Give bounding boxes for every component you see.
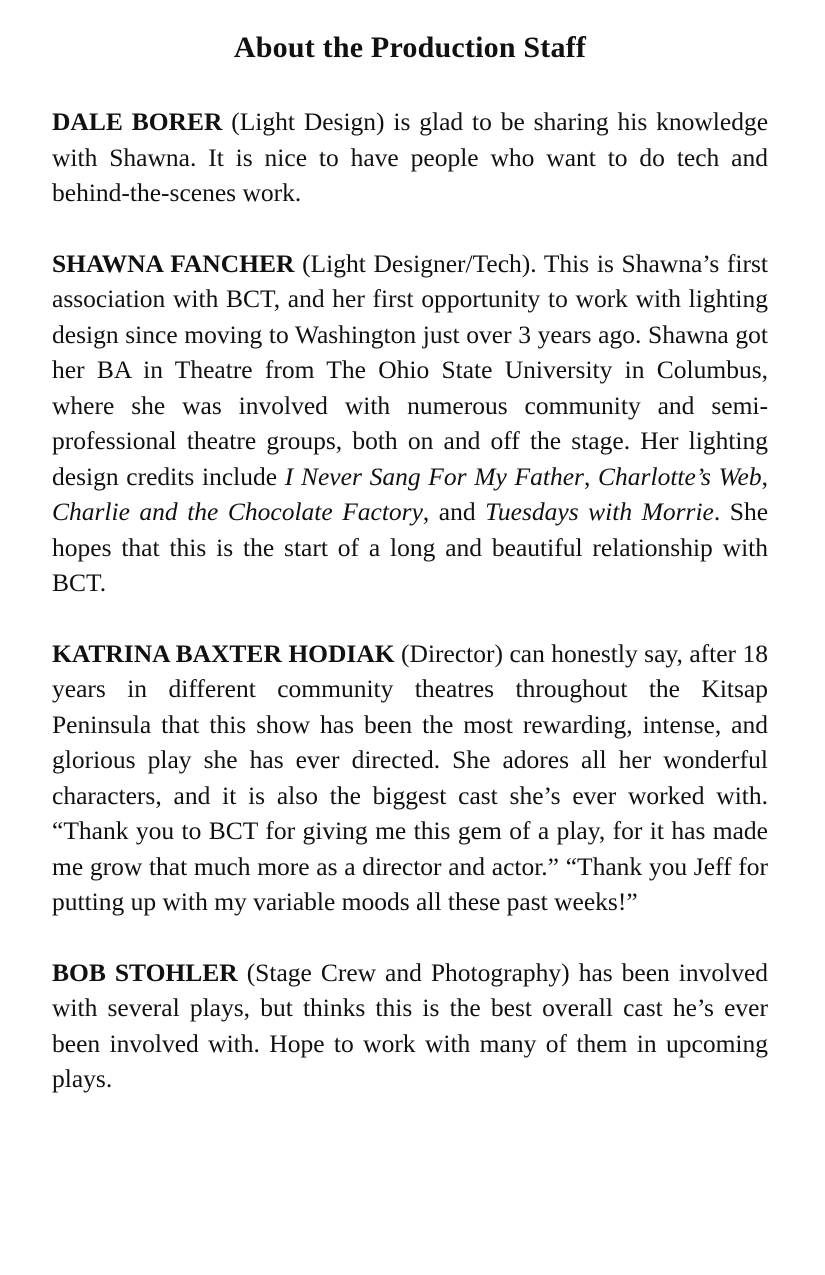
bio-shawna-fancher [52, 246, 768, 601]
page-title: About the Production Staff [233, 31, 587, 64]
bio-bob-stohler [52, 955, 768, 1097]
credit-title: Charlotte’s Web [598, 461, 762, 491]
bio-text: This is Shawna’s first association with BCT, and her first opportunity to work with lighting design since moving to Washington just over 3 years ago. Shawna got her BA in Theatre from The Ohio State University in Columbus, where she was involved with numerous community and semi-professional theatre groups, both on and off the stage. Her lighting design credits include [52, 248, 769, 491]
bio-role: (Stage Crew and Photography) [246, 957, 570, 987]
bio-text-end: . She hopes that this is the start of a long and beautiful relationship with BCT. [52, 497, 769, 597]
bio-dale-borer [52, 104, 768, 211]
credit-title: Charlie and the Chocolate Factory [52, 497, 423, 526]
bio-role: (Light Design) [231, 107, 385, 136]
program-page [52, 26, 768, 1097]
credit-title: I Never Sang For My Father [284, 461, 584, 491]
bio-role: (Light Designer/Tech). [302, 248, 537, 278]
bio-name: DALE BORER [52, 107, 223, 136]
bio-text: is glad to be sharing his knowledge with Shawna. It is nice to have people who want to do tech and behind-the-scenes work. [52, 107, 769, 207]
bio-text: can honestly say, after 18 years in different community theatres throughout the Kitsap Peninsula that this show has been the most rewarding, intense, and glorious play she has ever directed. She adores all her wonderful characters, and it is also the biggest cast she’s ever worked with. “Thank you to BCT for giving me this gem of a play, for it has made me grow that much more as a director and actor.” “Thank you Jeff for putting up with my variable moods all these past weeks!” [52, 638, 769, 916]
credit-title: Tuesdays with Morrie [485, 497, 714, 526]
bio-text: has been involved with several plays, but thinks this is the best overall cast he’s ever been involved with. Hope to work with many of them in upcoming plays. [52, 957, 769, 1093]
bio-name: KATRINA BAXTER HODIAK [52, 638, 395, 668]
separator: , [761, 461, 768, 491]
bio-role: (Director) [401, 638, 503, 668]
bio-name: BOB STOHLER [52, 957, 238, 987]
separator: , [583, 461, 591, 491]
bio-name: SHAWNA FANCHER [52, 248, 295, 278]
separator: , and [422, 497, 476, 526]
bio-katrina-baxter-hodiak [52, 636, 768, 920]
